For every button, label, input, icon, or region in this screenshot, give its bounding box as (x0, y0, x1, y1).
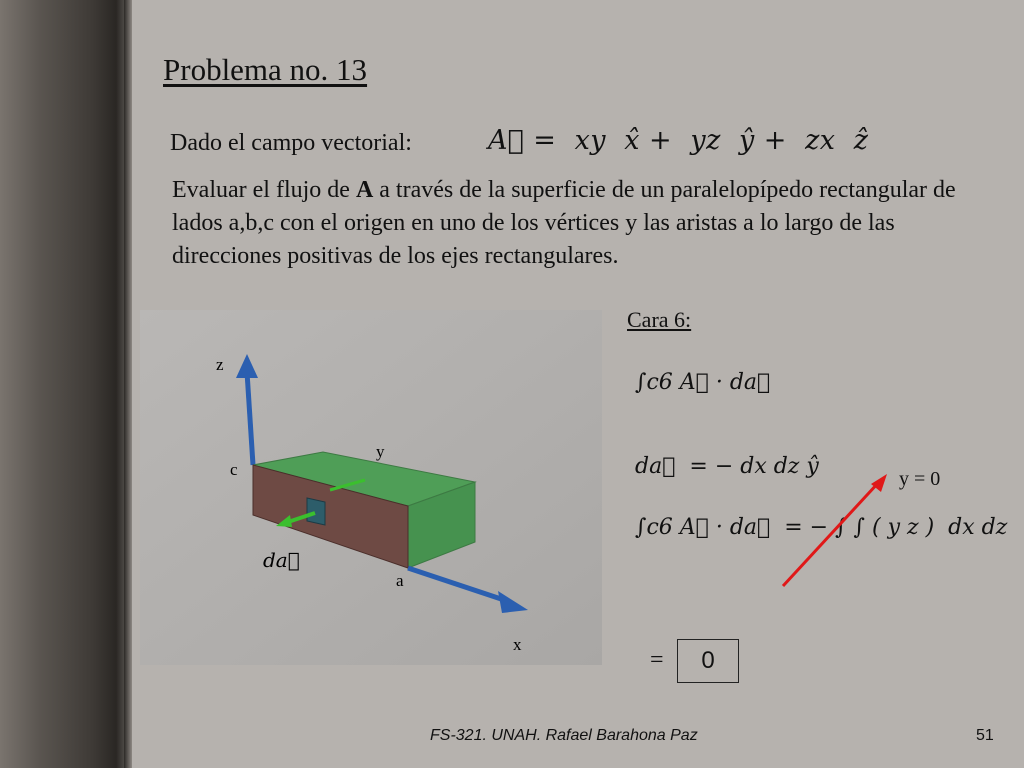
da-expression: da⃗ = − dx dz ŷ (635, 454, 819, 479)
integral-expression-2: ∫c6 A⃗ · da⃗ = − ∫ ∫ ( y z ) dx dz (635, 515, 1008, 540)
page-number: 51 (976, 727, 994, 744)
statement-post: a través de la superficie de un paralelopípedo rectangular de lados a,b,c con el origen en uno de los vértices y las aristas a lo largo de las direcciones positivas de los ejes rectangulares. (172, 177, 956, 269)
face-6-label: Cara 6: (627, 307, 692, 332)
statement-pre: Evaluar el flujo de (172, 177, 356, 203)
result-box: 0 (677, 639, 739, 683)
footer-text: FS-321. UNAH. Rafael Barahona Paz (430, 727, 698, 744)
da-patch (307, 498, 325, 525)
strike-through-line (775, 470, 895, 595)
x-axis-label: x (513, 635, 522, 654)
result-equals: = (650, 647, 664, 673)
c-edge-label: c (230, 460, 238, 479)
vector-field-equation: A⃗ = xy x̂ + yz ŷ + zx ẑ (488, 125, 869, 156)
slide-title: Problema no. 13 (163, 52, 368, 87)
red-strike-line (783, 482, 879, 586)
y-axis-label: y (376, 442, 385, 461)
y-zero-condition: y = 0 (899, 468, 941, 490)
integral-expression-1: ∫c6 A⃗ · da⃗ (635, 370, 771, 395)
parallelepiped-diagram (140, 310, 610, 670)
problem-statement (172, 174, 992, 273)
given-label: Dado el campo vectorial: (170, 130, 412, 156)
a-edge-label: a (396, 571, 404, 590)
statement-bold-vector: A (355, 177, 374, 203)
slide-sidebar-decoration (0, 0, 132, 768)
da-vector-label: da⃗ (263, 548, 300, 572)
z-axis-label: z (216, 355, 224, 374)
